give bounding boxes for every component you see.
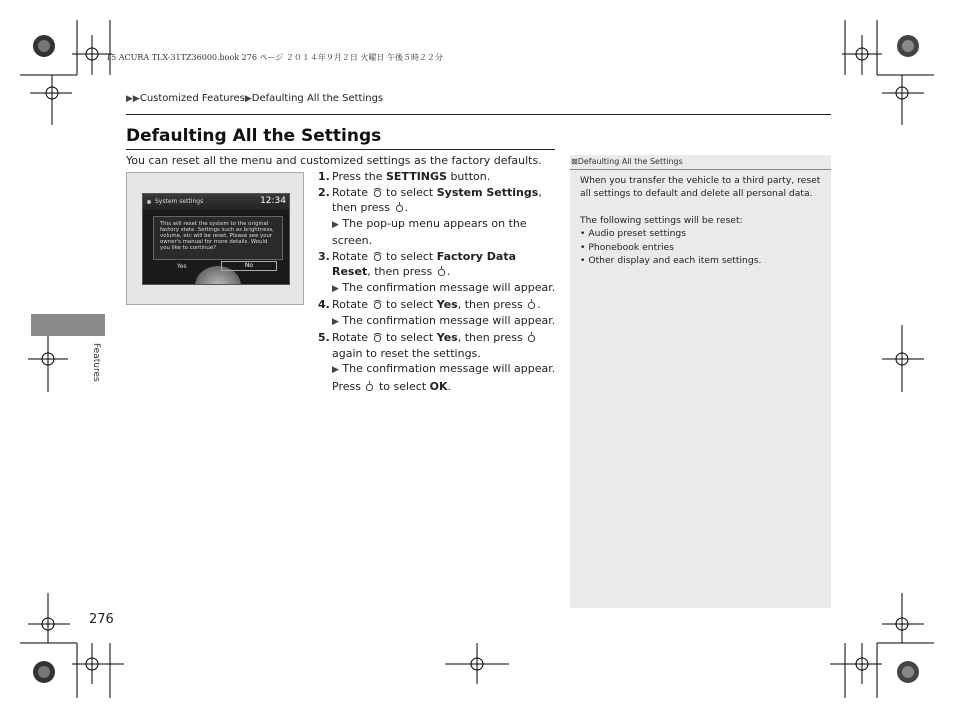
step-text: Press the — [332, 170, 386, 183]
yes-option[interactable]: Yes — [177, 263, 187, 270]
step-number: 1. — [318, 170, 330, 183]
yes-label: Yes — [436, 331, 458, 344]
step-number: 4. — [318, 298, 330, 311]
step-5 — [318, 330, 558, 361]
step-text: , then press — [457, 298, 527, 311]
breadcrumb-arrow-icon: ▶▶ — [126, 94, 140, 104]
step-text: button. — [446, 170, 491, 183]
header-rule — [126, 114, 831, 115]
note-header — [570, 155, 831, 170]
press-dial-icon — [526, 332, 537, 343]
press-dial-icon — [394, 202, 405, 213]
note-title: Defaulting All the Settings — [577, 157, 683, 166]
screen-clock: 12:34 — [260, 196, 286, 206]
step-4 — [318, 297, 558, 313]
step-number: 3. — [318, 249, 330, 263]
step-text: Rotate — [332, 249, 372, 263]
system-settings-label: System Settings — [436, 185, 539, 199]
intro-text: You can reset all the menu and customized settings as the factory defaults. — [126, 154, 542, 167]
step-text: to select — [382, 185, 437, 199]
step-2 — [318, 185, 558, 216]
step-number: 5. — [318, 331, 330, 344]
rotate-dial-icon — [372, 332, 383, 343]
note-icon: ⊠ — [571, 157, 578, 166]
step-number: 2. — [318, 185, 330, 199]
reset-message: This will reset the system to the original factory state. Settings such as brightness, volume, etc will be reset. Please see your owner's manual for more details. Would you like to continue? — [153, 216, 283, 260]
section-tab-label: Features — [91, 343, 101, 382]
step-text: . — [404, 201, 409, 214]
step-text: Rotate — [332, 185, 372, 199]
breadcrumb-item-defaulting: Defaulting All the Settings — [251, 93, 384, 104]
step-text: to select — [382, 331, 437, 344]
result-text: The pop-up menu appears on the screen. — [332, 216, 527, 247]
step-1 — [318, 169, 558, 185]
rotate-dial-icon — [372, 187, 383, 198]
step-text: to select — [382, 298, 437, 311]
step-2-result — [318, 216, 558, 249]
page-number: 276 — [89, 612, 114, 627]
result-text: . — [447, 379, 452, 393]
note-paragraph: When you transfer the vehicle to a third party, reset all settings to default and delete all personal data. — [580, 175, 821, 200]
result-text: to select — [375, 379, 430, 393]
ok-label: OK — [429, 379, 448, 393]
reset-items-list — [580, 227, 825, 267]
factory-data-reset-label: Factory Data Reset — [332, 249, 517, 278]
result-text: The confirmation message will appear. — [342, 313, 556, 327]
title-rule — [126, 149, 555, 150]
section-tab — [31, 314, 105, 336]
list-item: • Other display and each item settings. — [580, 254, 825, 267]
result-arrow-icon: ▶ — [332, 219, 339, 230]
step-3 — [318, 249, 558, 280]
result-text: The confirmation message will appear. — [342, 362, 556, 375]
step-text: Rotate — [332, 298, 372, 311]
press-dial-icon — [436, 266, 447, 277]
page-title: Defaulting All the Settings — [126, 126, 382, 146]
step-text: , then press — [332, 185, 542, 214]
print-header: 15 ACURA TLX-31TZ36000.book 276 ページ ２０１４年９月２日 火曜日 午後５時２２分 — [106, 53, 443, 62]
step-4-result — [318, 313, 558, 331]
step-3-result — [318, 280, 558, 298]
result-text: The confirmation message will appear. — [342, 280, 556, 294]
list-item: • Phonebook entries — [580, 241, 825, 254]
step-text: to select — [382, 249, 437, 263]
no-option[interactable]: No — [221, 261, 277, 271]
result-arrow-icon: ▶ — [332, 316, 339, 327]
settings-dot-icon — [147, 200, 151, 204]
settings-button-label: SETTINGS — [386, 170, 447, 183]
step-text: Rotate — [332, 331, 372, 344]
note-body — [580, 174, 825, 267]
yes-label: Yes — [436, 298, 458, 311]
list-item: • Audio preset settings — [580, 227, 825, 240]
step-text: . — [446, 265, 451, 278]
press-dial-icon — [526, 299, 537, 310]
result-arrow-icon: ▶ — [332, 283, 339, 294]
breadcrumb-separator-icon: ▶ — [244, 94, 252, 104]
step-text: . — [537, 298, 541, 311]
steps-list — [318, 169, 558, 394]
rotate-dial-icon — [372, 299, 383, 310]
result-arrow-icon: ▶ — [332, 365, 339, 375]
result-text: Press — [332, 379, 365, 393]
press-dial-icon — [364, 381, 375, 392]
screen-title: System settings — [155, 198, 204, 205]
step-text: again to reset the settings. — [332, 346, 481, 360]
breadcrumb — [126, 93, 383, 104]
step-text: , then press — [457, 331, 527, 344]
note-paragraph: The following settings will be reset: — [580, 214, 743, 226]
step-5-result — [318, 361, 558, 394]
breadcrumb-item-customized-features[interactable]: Customized Features — [139, 93, 245, 104]
system-settings-screen — [142, 193, 290, 285]
rotate-dial-icon — [372, 251, 383, 262]
step-text: , then press — [367, 265, 436, 278]
